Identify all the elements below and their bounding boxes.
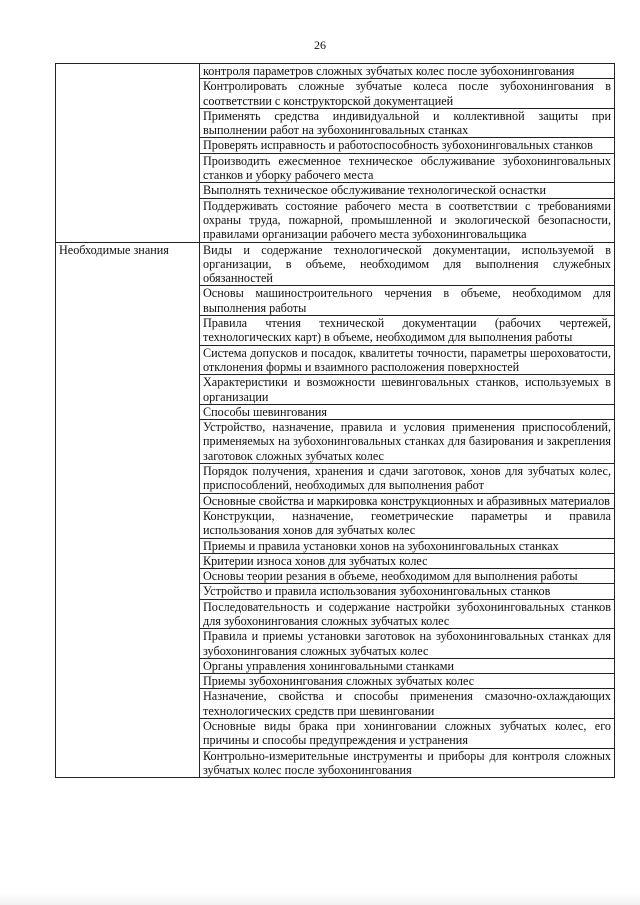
requirement-text: Применять средства индивидуальной и коллективной защиты при выполнении работ на зубохонинговальных станках [200,108,615,138]
requirement-text: Порядок получения, хранения и сдачи заготовок, хонов для зубчатых колес, приспособлений, необходимых для выполнения работ [200,464,615,494]
requirement-text: Выполнять техническое обслуживание технологической оснастки [200,183,615,198]
requirement-text: Правила и приемы установки заготовок на зубохонинговальных станках для зубохонингования сложных зубчатых колес [200,629,615,659]
competency-table-body [56,64,615,778]
requirement-text: Проверять исправность и работоспособность зубохонинговальных станков [200,138,615,153]
section-label [56,64,200,243]
requirement-text: Приемы зубохонингования сложных зубчатых колес [200,674,615,689]
requirement-text: Система допусков и посадок, квалитеты точности, параметры шероховатости, отклонения формы и взаимного расположения поверхностей [200,345,615,375]
requirement-text: Критерии износа хонов для зубчатых колес [200,553,615,568]
requirement-text: Производить ежесменное техническое обслуживание зубохонинговальных станков и уборку рабочего места [200,153,615,183]
requirement-text: контроля параметров сложных зубчатых колес после зубохонингования [200,64,615,79]
requirement-text: Устройство и правила использования зубохонинговальных станков [200,584,615,599]
requirement-text: Контролировать сложные зубчатые колеса после зубохонингования в соответствии с конструкторской документацией [200,79,615,109]
requirement-text: Основы теории резания в объеме, необходимом для выполнения работы [200,569,615,584]
requirement-text: Устройство, назначение, правила и условия применения приспособлений, применяемых на зубохонинговальных станках для базирования и закрепления заготовок сложных зубчатых колес [200,420,615,464]
requirement-text: Основы машиностроительного черчения в объеме, необходимом для выполнения работы [200,286,615,316]
requirement-text: Основные свойства и маркировка конструкционных и абразивных материалов [200,493,615,508]
requirement-text: Виды и содержание технологической документации, используемой в организации, в объеме, необходимом для выполнения служебных обязанностей [200,242,615,286]
requirement-text: Основные виды брака при хонинговании сложных зубчатых колес, его причины и способы предупреждения и устранения [200,719,615,749]
requirement-text: Конструкции, назначение, геометрические параметры и правила использования хонов для зубчатых колес [200,508,615,538]
requirement-text: Контрольно-измерительные инструменты и приборы для контроля сложных зубчатых колес после зубохонингования [200,748,615,778]
requirement-text: Последовательность и содержание настройки зубохонинговальных станков для зубохонингования сложных зубчатых колес [200,599,615,629]
requirement-text: Способы шевингования [200,404,615,419]
table-row [56,64,615,79]
requirement-text: Органы управления хонинговальными станками [200,658,615,673]
requirement-text: Правила чтения технической документации (рабочих чертежей, технологических карт) в объеме, необходимом для выполнения работы [200,316,615,346]
section-label: Необходимые знания [56,242,200,778]
scan-edge-shadow [0,893,640,905]
requirement-text: Поддерживать состояние рабочего места в соответствии с требованиями охраны труда, пожарной, промышленной и экологической безопасности, правилами организации рабочего места зубохонинговальщика [200,198,615,242]
table-row [56,242,615,286]
requirement-text: Приемы и правила установки хонов на зубохонинговальных станках [200,538,615,553]
page-number: 26 [314,38,326,52]
competency-table [55,63,615,778]
requirement-text: Назначение, свойства и способы применения смазочно-охлаждающих технологических средств при шевинговании [200,689,615,719]
requirement-text: Характеристики и возможности шевинговальных станков, используемых в организации [200,375,615,405]
